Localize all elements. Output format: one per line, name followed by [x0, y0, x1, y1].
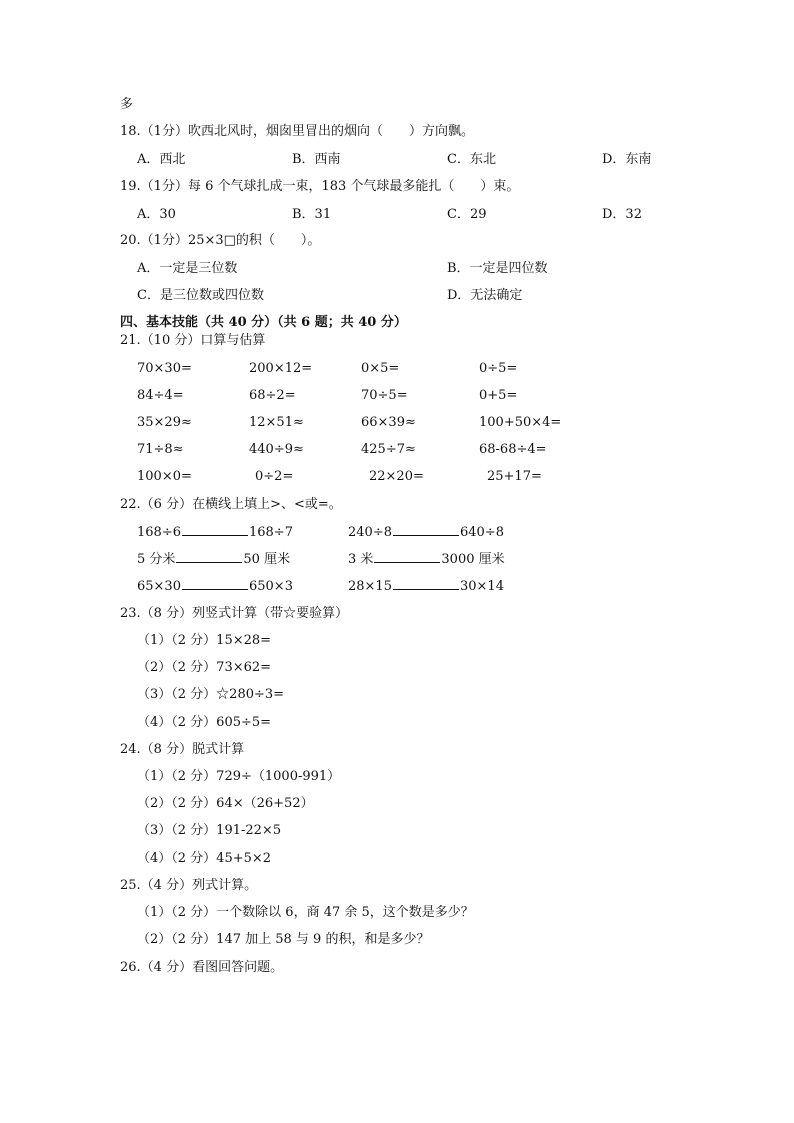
- question-24-item-3: （3）（2 分）191-22×5: [137, 823, 282, 838]
- answer-blank[interactable]: [182, 578, 248, 590]
- question-18-stem: 18.（1分）吹西北风时，烟囱里冒出的烟向（ ）方向飘。: [120, 124, 474, 139]
- continuation-text: 多: [120, 97, 134, 112]
- question-20-stem: 20.（1分）25×3□的积（ ）。: [120, 233, 321, 248]
- oral-calc-item: 0+5=: [479, 388, 518, 403]
- question-18-option-c: C．东北: [447, 152, 496, 167]
- oral-calc-item: 12×51≈: [249, 415, 304, 430]
- compare-left: 5 分米: [137, 552, 176, 567]
- question-24-stem: 24.（8 分）脱式计算: [120, 742, 245, 757]
- oral-calc-item: 0×5=: [361, 361, 400, 376]
- compare-right: 30×14: [459, 579, 504, 594]
- compare-right: 640÷8: [459, 525, 504, 540]
- oral-calc-item: 440÷9≈: [249, 442, 304, 457]
- question-19-option-d: D．32: [602, 207, 642, 222]
- oral-calc-item: 70÷5=: [361, 388, 408, 403]
- question-25-stem: 25.（4 分）列式计算。: [120, 878, 258, 893]
- answer-blank[interactable]: [374, 551, 440, 563]
- compare-left: 168÷6: [137, 525, 181, 540]
- oral-calc-item: 84÷4=: [137, 388, 184, 403]
- compare-right: 168÷7: [248, 525, 293, 540]
- compare-left: 3 米: [348, 552, 374, 567]
- question-20-option-a: A．一定是三位数: [137, 261, 238, 276]
- compare-item: [137, 524, 293, 541]
- section-4-heading: 四、基本技能（共 40 分）（共 6 题；共 40 分）: [120, 315, 407, 330]
- question-23-item-1: （1）（2 分）15×28=: [137, 633, 272, 648]
- compare-item: [348, 551, 505, 568]
- compare-right: 650×3: [248, 579, 293, 594]
- question-20-option-b: B．一定是四位数: [447, 261, 548, 276]
- question-18-option-d: D．东南: [602, 152, 652, 167]
- question-24-item-4: （4）（2 分）45+5×2: [137, 851, 272, 866]
- oral-calc-item: 0÷5=: [479, 361, 518, 376]
- question-22-stem: 22.（6 分）在横线上填上>、<或=。: [120, 497, 342, 512]
- oral-calc-item: 68-68÷4=: [479, 442, 547, 457]
- oral-calc-item: 425÷7≈: [361, 442, 416, 457]
- question-20-option-c: C．是三位数或四位数: [137, 288, 264, 303]
- compare-right: 3000 厘米: [441, 552, 505, 567]
- oral-calc-item: 100+50×4=: [479, 415, 562, 430]
- question-23-stem: 23.（8 分）列竖式计算（带☆要验算）: [120, 606, 349, 621]
- question-18-option-b: B．西南: [292, 152, 341, 167]
- compare-left: 28×15: [348, 579, 392, 594]
- compare-left: 240÷8: [348, 525, 392, 540]
- question-21-stem: 21.（10 分）口算与估算: [120, 333, 266, 348]
- question-20-option-d: D．无法确定: [447, 288, 523, 303]
- question-19-option-a: A．30: [137, 207, 176, 222]
- oral-calc-item: 71÷8≈: [137, 442, 184, 457]
- answer-blank[interactable]: [182, 524, 248, 536]
- question-18-option-a: A．西北: [137, 152, 186, 167]
- question-25-item-2: （2）（2 分）147 加上 58 与 9 的积，和是多少？: [137, 932, 430, 947]
- compare-item: [137, 551, 290, 568]
- compare-item: [348, 578, 504, 595]
- oral-calc-item: 68÷2=: [249, 388, 296, 403]
- compare-item: [137, 578, 293, 595]
- question-23-item-4: （4）（2 分）605÷5=: [137, 715, 272, 730]
- oral-calc-item: 100×0=: [137, 469, 192, 484]
- question-25-item-1: （1）（2 分）一个数除以 6，商 47 余 5，这个数是多少？: [137, 905, 474, 920]
- answer-blank[interactable]: [393, 524, 459, 536]
- compare-item: [348, 524, 504, 541]
- answer-blank[interactable]: [393, 578, 459, 590]
- oral-calc-item: 0÷2=: [255, 469, 294, 484]
- compare-left: 65×30: [137, 579, 181, 594]
- question-19-option-c: C．29: [447, 207, 487, 222]
- oral-calc-item: 66×39≈: [361, 415, 416, 430]
- question-19-stem: 19.（1分）每 6 个气球扎成一束，183 个气球最多能扎（ ）束。: [120, 179, 520, 194]
- oral-calc-item: 35×29≈: [137, 415, 192, 430]
- oral-calc-item: 22×20=: [369, 469, 424, 484]
- question-24-item-1: （1）（2 分）729÷（1000-991）: [137, 769, 341, 784]
- question-23-item-3: （3）（2 分）☆280÷3=: [137, 687, 285, 702]
- question-24-item-2: （2）（2 分）64×（26+52）: [137, 796, 314, 811]
- question-19-option-b: B．31: [292, 207, 332, 222]
- oral-calc-item: 70×30=: [137, 361, 192, 376]
- question-26-stem: 26.（4 分）看图回答问题。: [120, 960, 284, 975]
- oral-calc-item: 25+17=: [487, 469, 542, 484]
- compare-right: 50 厘米: [243, 552, 291, 567]
- answer-blank[interactable]: [176, 551, 242, 563]
- question-23-item-2: （2）（2 分）73×62=: [137, 660, 272, 675]
- oral-calc-item: 200×12=: [249, 361, 313, 376]
